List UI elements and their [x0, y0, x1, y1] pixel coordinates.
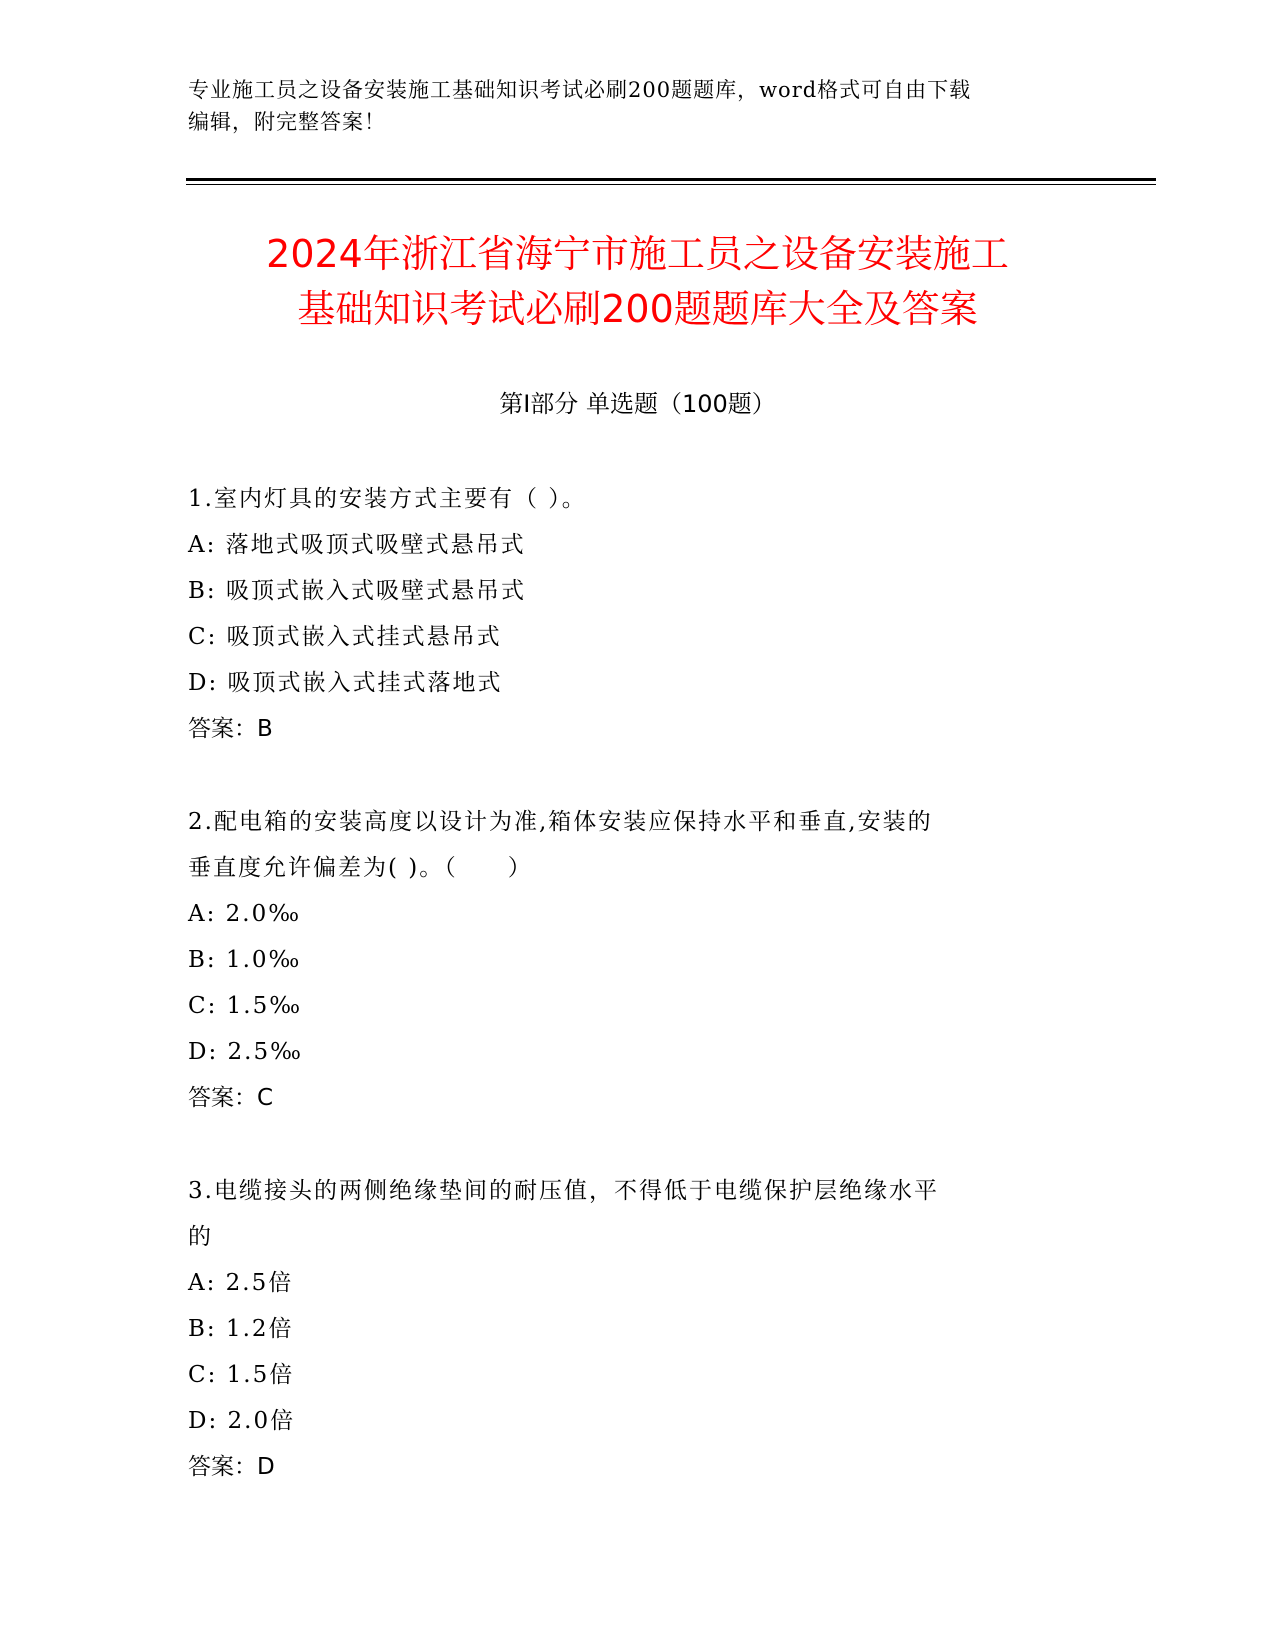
- question-3: [188, 1168, 1088, 1490]
- question-stem-line-1: 2.配电箱的安装高度以设计为准,箱体安装应保持水平和垂直,安装的: [188, 809, 933, 835]
- answer: 答案：C: [188, 1085, 274, 1111]
- document-title-line-2: 基础知识考试必刷200题题库大全及答案: [297, 287, 978, 331]
- question-stem: 1.室内灯具的安装方式主要有（ ）。: [188, 486, 587, 512]
- section-title: 第Ⅰ部分 单选题（100题）: [499, 390, 776, 418]
- answer: 答案：D: [188, 1454, 275, 1480]
- question-stem-line-2: 的: [188, 1224, 213, 1250]
- header-note-line-1: 专业施工员之设备安装施工基础知识考试必刷200题题库，word格式可自由下载: [188, 78, 972, 102]
- document-title: [150, 227, 1125, 337]
- question-2: [188, 799, 1088, 1121]
- option-d: D: 吸顶式嵌入式挂式落地式: [188, 670, 503, 696]
- option-c: C: 吸顶式嵌入式挂式悬吊式: [188, 624, 502, 650]
- option-a: A: 2.0‰: [188, 901, 302, 927]
- question-1: [188, 476, 1088, 752]
- question-list: [188, 476, 1088, 1537]
- option-b: B: 1.2倍: [188, 1316, 294, 1342]
- option-c: C: 1.5‰: [188, 993, 303, 1019]
- question-stem-line-1: 3.电缆接头的两侧绝缘垫间的耐压值，不得低于电缆保护层绝缘水平: [188, 1178, 939, 1204]
- header-note-line-2: 编辑，附完整答案！: [188, 110, 386, 134]
- option-b: B: 吸顶式嵌入式吸壁式悬吊式: [188, 578, 526, 604]
- option-d: D: 2.5‰: [188, 1039, 303, 1065]
- question-stem-line-2: 垂直度允许偏差为( )。（ ）: [188, 855, 533, 881]
- option-c: C: 1.5倍: [188, 1362, 295, 1388]
- option-d: D: 2.0倍: [188, 1408, 296, 1434]
- option-a: A: 落地式吸顶式吸壁式悬吊式: [188, 532, 526, 558]
- header-divider-thick: [186, 178, 1156, 181]
- header-divider-thin: [186, 184, 1156, 185]
- document-title-line-1: 2024年浙江省海宁市施工员之设备安装施工: [266, 232, 1009, 276]
- answer: 答案：B: [188, 716, 273, 742]
- option-b: B: 1.0‰: [188, 947, 302, 973]
- option-a: A: 2.5倍: [188, 1270, 294, 1296]
- header-note: [188, 74, 1088, 138]
